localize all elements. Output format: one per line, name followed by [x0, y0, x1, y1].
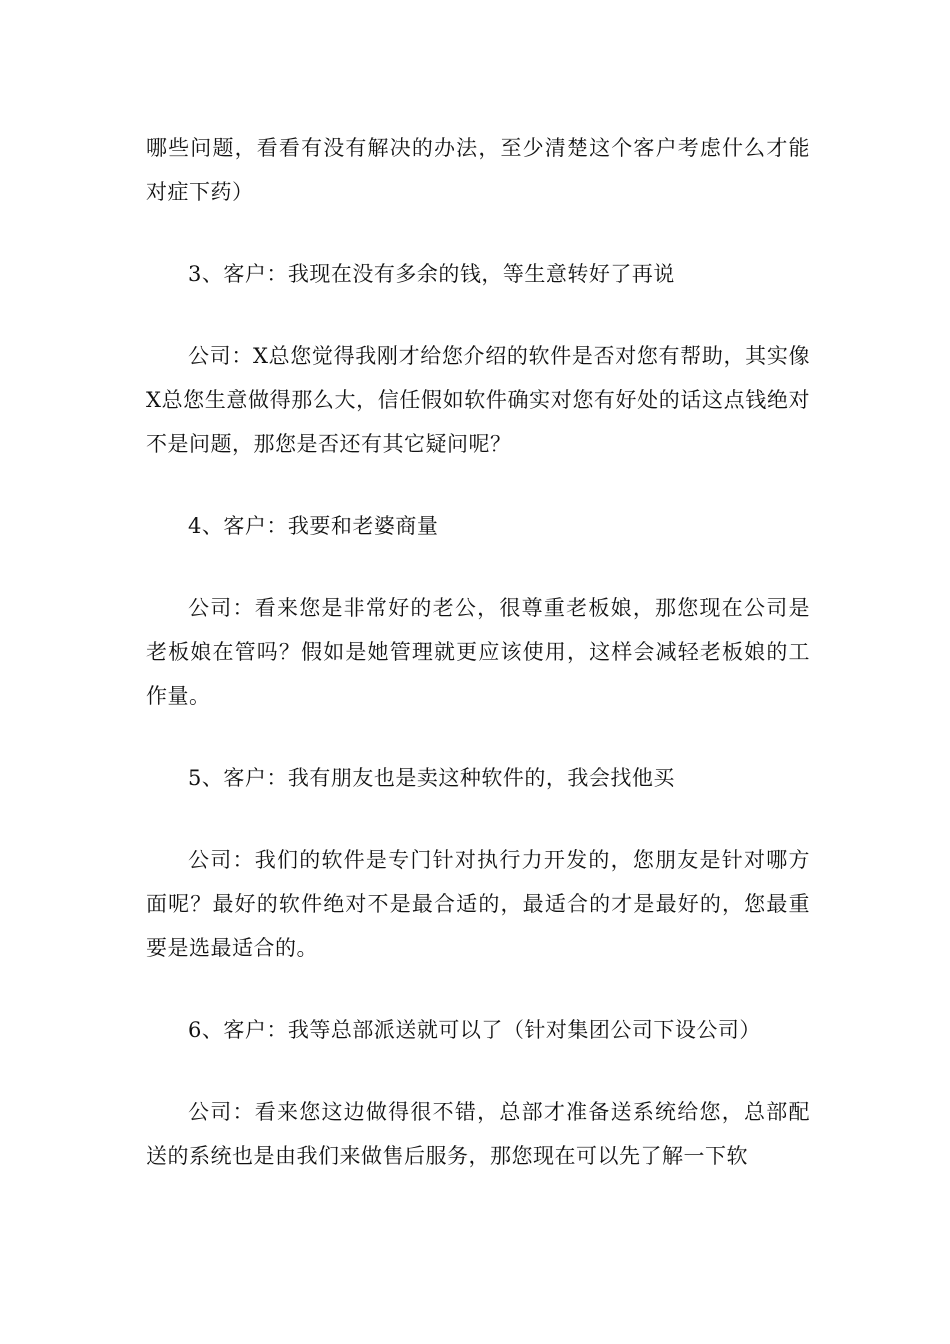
paragraph-objection-5: 5、客户：我有朋友也是卖这种软件的，我会找他买	[188, 766, 675, 790]
paragraph-objection-4: 4、客户：我要和老婆商量	[188, 514, 439, 538]
paragraph-response-6: 公司：看来您这边做得很不错，总部才准备送系统给您，总部配送的系统也是由我们来做售后服务，那您现在可以先了解一下软	[146, 1100, 810, 1168]
paragraph-continuation: 哪些问题，看看有没有解决的办法，至少清楚这个客户考虑什么才能对症下药）	[146, 136, 810, 204]
paragraph-response-5: 公司：我们的软件是专门针对执行力开发的，您朋友是针对哪方面呢？最好的软件绝对不是最合适的，最适合的才是最好的，您最重要是选最适合的。	[146, 848, 810, 960]
paragraph-response-3: 公司：X总您觉得我刚才给您介绍的软件是否对您有帮助，其实像X总您生意做得那么大，信任假如软件确实对您有好处的话这点钱绝对不是问题，那您是否还有其它疑问呢？	[146, 344, 810, 456]
paragraph-response-4: 公司：看来您是非常好的老公，很尊重老板娘，那您现在公司是老板娘在管吗？假如是她管理就更应该使用，这样会减轻老板娘的工作量。	[146, 596, 810, 708]
paragraph-objection-6: 6、客户：我等总部派送就可以了（针对集团公司下设公司）	[188, 1018, 761, 1042]
paragraph-objection-3: 3、客户：我现在没有多余的钱，等生意转好了再说	[188, 262, 675, 286]
document-body	[146, 126, 810, 1178]
